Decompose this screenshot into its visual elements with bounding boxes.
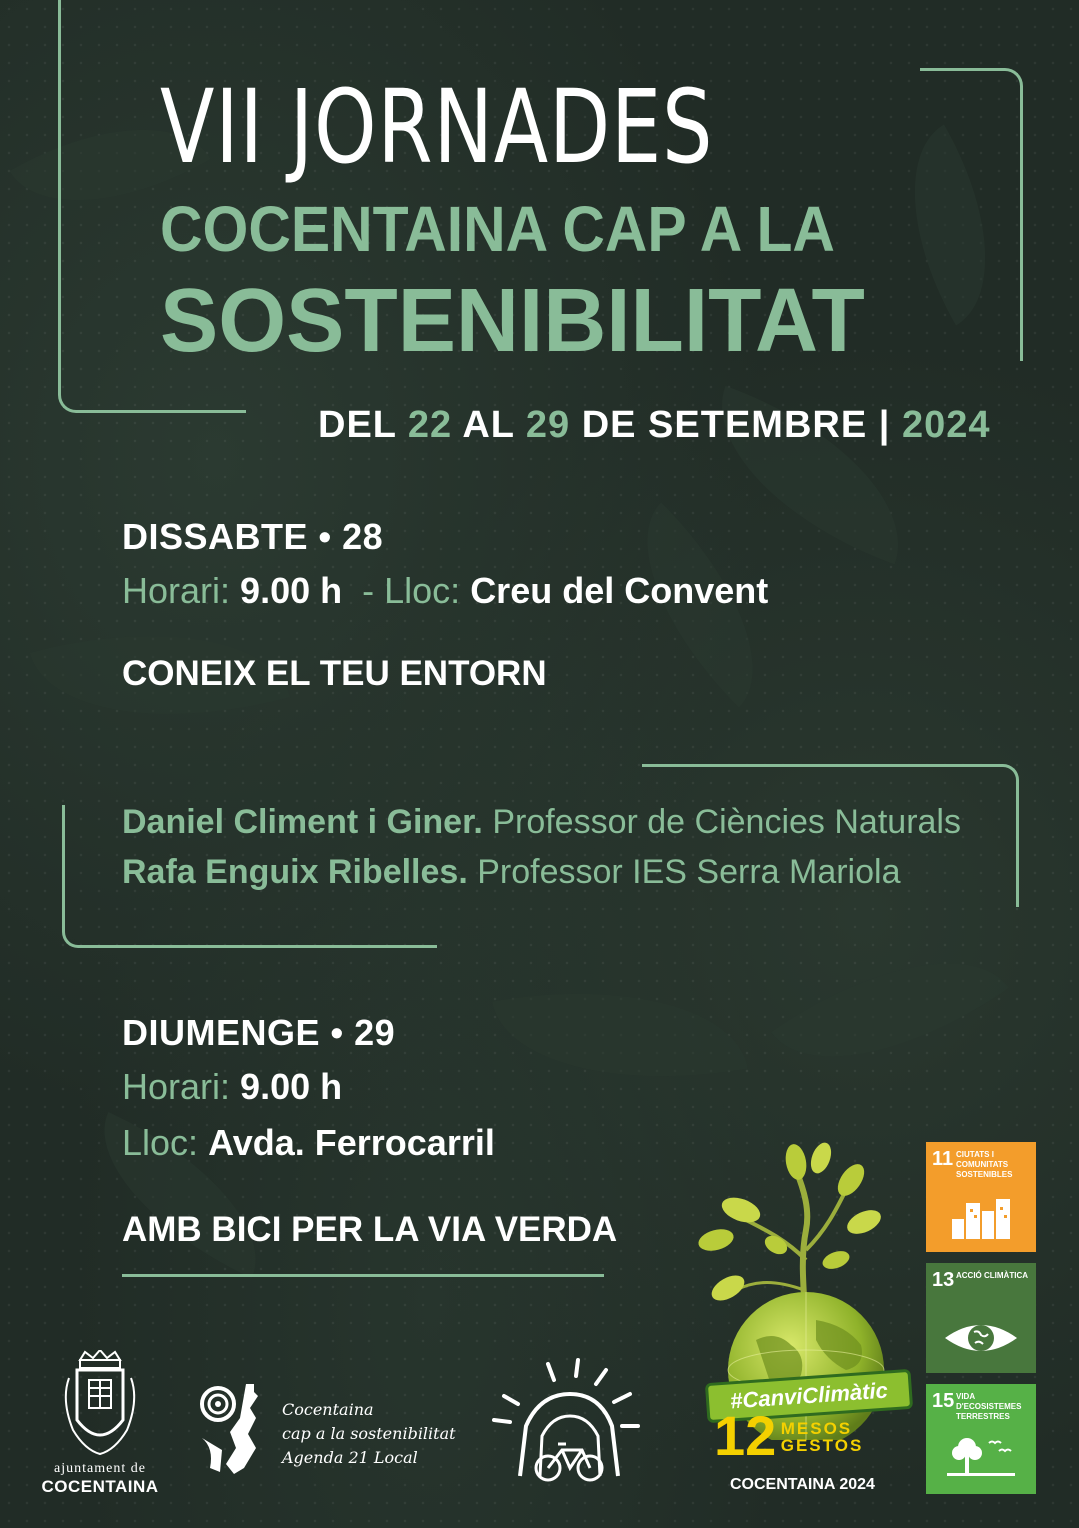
activity-underline	[122, 1274, 604, 1277]
dates-separator: |	[878, 404, 891, 446]
saturday-place-label: - Lloc:	[362, 570, 461, 611]
ajuntament-line-1: ajuntament de	[54, 1461, 146, 1476]
agenda-line-3: Agenda 21 Local	[282, 1448, 418, 1467]
via-verda-logo	[490, 1356, 650, 1496]
saturday-place-value: Creu del Convent	[470, 570, 769, 611]
dates-year: 2024	[901, 404, 991, 446]
ajuntament-logo	[40, 1350, 160, 1497]
campaign-word-2: GESTOS	[780, 1436, 864, 1455]
sdg-11-badge	[926, 1142, 1036, 1252]
saturday-schedule	[122, 570, 768, 612]
sdg-label: VIDA D'ECOSISTEMES TERRESTRES	[956, 1392, 1022, 1421]
sdg-number: 15	[932, 1390, 955, 1412]
event-dates	[318, 404, 991, 447]
dates-end-day: 29	[525, 404, 571, 446]
dates-al: AL	[462, 404, 515, 446]
dates-del: DEL	[318, 404, 397, 446]
sunday-time-value: 9.00 h	[240, 1066, 343, 1107]
speaker-role: Professor IES Serra Mariola	[477, 853, 901, 891]
title-subtitle: COCENTAINA CAP A LA	[160, 193, 835, 265]
sunday-time-label: Horari:	[122, 1066, 231, 1107]
buildings-icon	[926, 1195, 1036, 1244]
sdg-label: CIUTATS I COMUNITATS SOSTENIBLES	[956, 1150, 1013, 1179]
speaker-name: Rafa Enguix Ribelles.	[122, 853, 468, 891]
dates-month: DE SETEMBRE	[581, 404, 868, 446]
eye-earth-icon	[926, 1316, 1036, 1365]
saturday-time-label: Horari:	[122, 570, 231, 611]
sunday-place-label: Lloc:	[122, 1122, 199, 1163]
campaign-number: 12	[714, 1404, 777, 1467]
speaker-row	[122, 803, 961, 842]
agenda-line-1: Cocentaina	[282, 1400, 374, 1419]
saturday-time-value: 9.00 h	[240, 570, 343, 611]
sdg-number: 11	[932, 1148, 954, 1170]
saturday-heading: DISSABTE • 28	[122, 516, 384, 557]
title-main: SOSTENIBILITAT	[160, 271, 865, 371]
agenda-line-2: cap a la sostenibilitat	[282, 1424, 456, 1443]
tree-birds-icon	[926, 1433, 1036, 1486]
sdg-label: ACCIÓ CLIMÀTICA	[956, 1271, 1028, 1280]
sunday-activity: AMB BICI PER LA VIA VERDA	[122, 1210, 618, 1249]
sdg-15-badge	[926, 1384, 1036, 1494]
sdg-number: 13	[932, 1269, 955, 1291]
campaign-hashtag: #CanviClimàtic	[729, 1377, 889, 1414]
campaign-footer: COCENTAINA 2024	[730, 1476, 875, 1493]
agenda21-mark	[196, 1378, 276, 1478]
campaign-word-1: MESOS	[780, 1419, 853, 1438]
speaker-name: Daniel Climent i Giner.	[122, 803, 483, 841]
agenda21-logo-text	[282, 1398, 456, 1470]
campaign-logo	[696, 1140, 916, 1520]
speaker-row	[122, 853, 900, 892]
saturday-activity: CONEIX EL TEU ENTORN	[122, 654, 547, 693]
dates-start-day: 22	[407, 404, 453, 446]
ajuntament-line-2: COCENTAINA	[41, 1477, 159, 1496]
speaker-role: Professor de Ciències Naturals	[492, 803, 961, 841]
title-edition: VII JORNADES	[160, 68, 714, 187]
sunday-place-value: Avda. Ferrocarril	[208, 1122, 495, 1163]
campaign-title	[714, 1404, 864, 1467]
sunday-time	[122, 1066, 342, 1108]
title-frame-right	[920, 68, 1023, 361]
sdg-13-badge	[926, 1263, 1036, 1373]
tunnel-bike-icon	[490, 1356, 650, 1496]
coat-of-arms-icon	[55, 1350, 145, 1460]
sunday-heading: DIUMENGE • 29	[122, 1012, 396, 1053]
sunday-place	[122, 1122, 495, 1164]
snail-figure-icon	[196, 1378, 276, 1478]
